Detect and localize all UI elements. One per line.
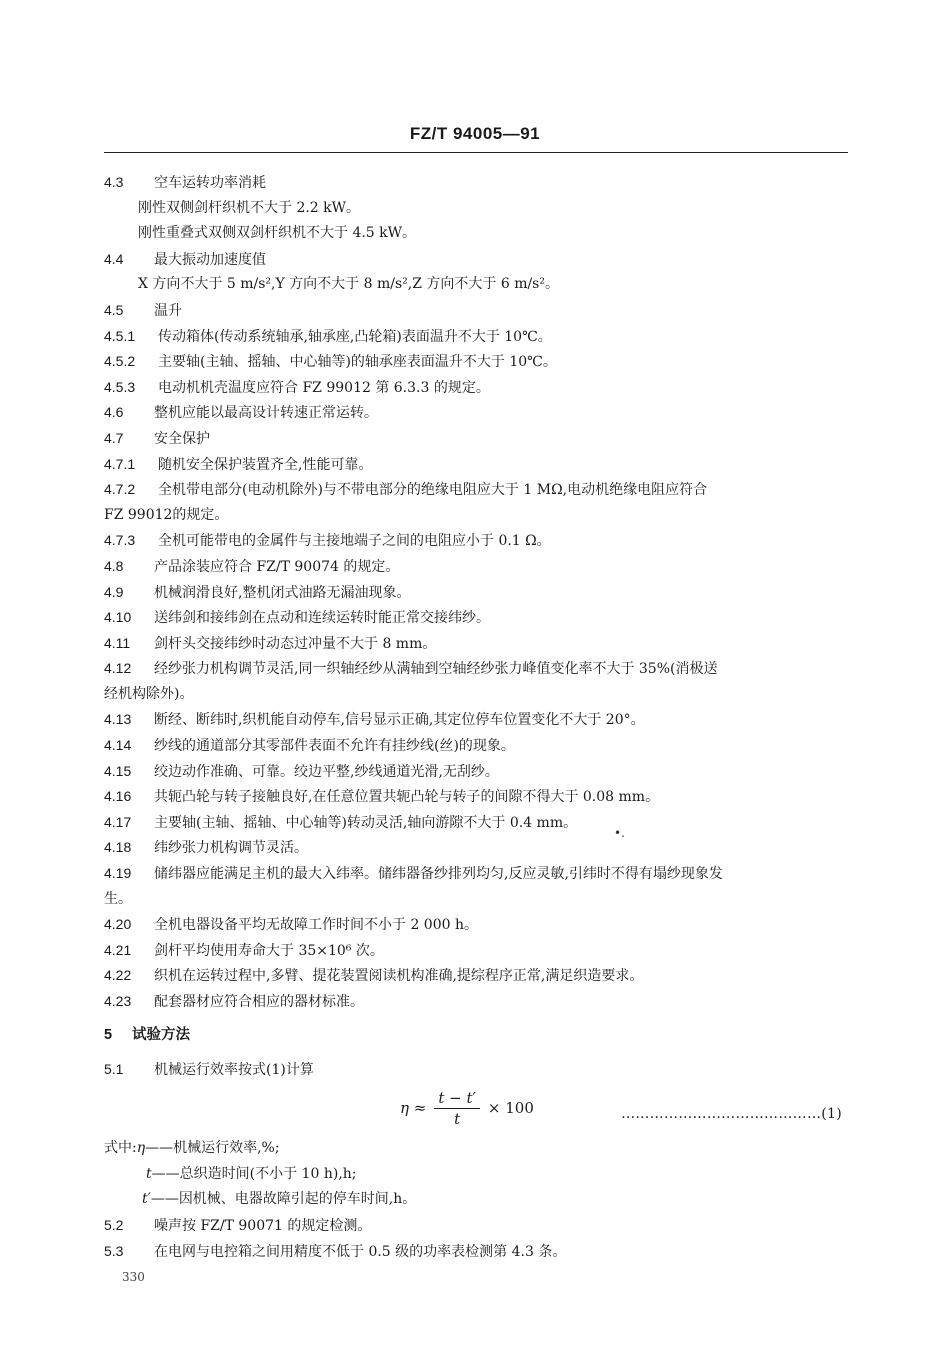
clause-number: 4.13 <box>104 711 132 728</box>
clause-number: 4.17 <box>104 813 132 830</box>
clause-line <box>104 963 848 989</box>
clause-line <box>104 912 848 938</box>
clause-line <box>104 631 848 657</box>
clause-line <box>104 400 848 426</box>
clause-number: 4.5.2 <box>104 353 136 370</box>
clause-line <box>104 554 848 580</box>
clause-number: 4.3 <box>104 174 124 190</box>
clause-text: FZ 99012的规定。 <box>104 506 229 523</box>
legend-prefix: 式中: <box>104 1140 137 1157</box>
clause-line <box>104 656 848 682</box>
clause-text: 安全保护 <box>154 430 210 447</box>
clause-text: 在电网与电控箱之间用精度不低于 0.5 级的功率表检测第 4.3 条。 <box>154 1243 567 1260</box>
clause-line <box>104 221 848 247</box>
clause-text: 纬纱张力机构调节灵活。 <box>154 840 308 857</box>
clause-line <box>104 580 848 606</box>
clause-text: 织机在运转过程中,多臂、提花装置阅读机构准确,提综程序正常,满足织造要求。 <box>154 968 644 985</box>
formula-lhs: η ≈ <box>400 1098 427 1117</box>
legend-desc: ——总织造时间(不小于 10 h),h; <box>151 1165 357 1182</box>
clause-number: 4.18 <box>104 839 132 856</box>
clause-number: 4.20 <box>104 916 132 933</box>
clause-number: 4.14 <box>104 737 132 754</box>
clause-number: 4.7.3 <box>104 532 136 549</box>
section-title: 试验方法 <box>132 1026 190 1043</box>
page-number: 330 <box>122 1270 145 1284</box>
clause-line <box>104 272 848 298</box>
clause-line <box>104 759 848 785</box>
equation-number: ……………………………………(1) <box>621 1106 842 1123</box>
clause-number: 4.5.1 <box>104 327 136 344</box>
formula-row <box>104 1082 848 1136</box>
clause-number: 4.9 <box>104 583 124 600</box>
document-body <box>104 170 848 1264</box>
legend-desc: ——因机械、电器故障引起的停车时间,h。 <box>150 1191 417 1208</box>
clause-number: 4.23 <box>104 993 132 1009</box>
clause-number: 4.11 <box>104 634 131 651</box>
clause-text: 刚性重叠式双侧双剑杆织机不大于 4.5 kW。 <box>138 225 417 242</box>
clause-text: 主要轴(主轴、摇轴、中心轴等)的轴承座表面温升不大于 10℃。 <box>158 354 557 371</box>
standard-code-header: FZ/T 94005—91 <box>409 124 541 143</box>
clause-text: 机械润滑良好,整机闭式油路无漏油现象。 <box>154 584 411 601</box>
clause-number: 4.12 <box>104 660 132 677</box>
clause-text: 噪声按 FZ/T 90071 的规定检测。 <box>154 1217 372 1234</box>
clause-text: 全机电器设备平均无故障工作时间不小于 2 000 h。 <box>154 917 478 934</box>
formula-legend <box>104 1136 848 1213</box>
section-number: 5 <box>104 1026 113 1043</box>
clause-text: 刚性双侧剑杆织机不大于 2.2 kW。 <box>138 199 361 216</box>
clause-line <box>104 247 848 273</box>
clause-line <box>104 196 848 222</box>
clause-line <box>104 1239 848 1265</box>
clause-line <box>104 324 848 350</box>
formula-rhs: × 100 <box>487 1098 534 1117</box>
clause-text: 主要轴(主轴、摇轴、中心轴等)转动灵活,轴向游隙不大于 0.4 mm。 <box>154 814 578 831</box>
clause-text: 纱线的通道部分其零部件表面不允许有挂纱线(丝)的现象。 <box>154 738 515 755</box>
clause-line <box>104 298 848 324</box>
clause-number: 4.5 <box>104 301 124 318</box>
clause-text: 配套器材应符合相应的器材标准。 <box>154 994 364 1010</box>
clause-text: 经纱张力机构调节灵活,同一织轴经纱从满轴到空轴经纱张力峰值变化率不大于 35%(消极送 <box>154 661 718 678</box>
clause-text: 经机构除外)。 <box>104 685 194 702</box>
clause-text: 空车运转功率消耗 <box>154 175 266 191</box>
clause-text: 电动机机壳温度应符合 FZ 99012 第 6.3.3 的规定。 <box>158 379 490 396</box>
clause-line <box>104 707 848 733</box>
clause-line <box>104 989 848 1015</box>
clause-text: 共轭凸轮与转子接触良好,在任意位置共轭凸轮与转子的间隙不得大于 0.08 mm。 <box>154 789 660 806</box>
clause-number: 5.2 <box>104 1216 124 1233</box>
clause-number: 5.3 <box>104 1242 124 1259</box>
clause-text: 全机可能带电的金属件与主接地端子之间的电阻应小于 0.1 Ω。 <box>158 533 551 550</box>
scan-artifact: •. <box>614 826 625 840</box>
clause-5-1 <box>104 1057 848 1083</box>
formula-fraction <box>434 1090 480 1127</box>
clause-line <box>104 375 848 401</box>
clause-line <box>104 810 848 836</box>
section-5-heading <box>104 1023 848 1049</box>
legend-line <box>104 1136 848 1162</box>
clause-line <box>104 733 848 759</box>
formula-numerator: t − t′ <box>434 1090 480 1109</box>
clause-number: 4.10 <box>104 609 132 626</box>
clause-number: 4.6 <box>104 404 124 421</box>
clause-number: 4.7.1 <box>104 455 136 472</box>
clause-number: 4.22 <box>104 967 132 984</box>
efficiency-formula <box>400 1090 534 1127</box>
clause-text: 最大振动加速度值 <box>154 251 266 268</box>
clause-line <box>104 170 848 196</box>
clause-line <box>104 426 848 452</box>
legend-desc: ——机械运行效率,%; <box>145 1140 280 1157</box>
clause-line <box>104 349 848 375</box>
formula-denominator: t <box>454 1110 461 1129</box>
legend-symbol: t <box>146 1165 152 1182</box>
clause-line <box>104 452 848 478</box>
section-4-items <box>104 170 848 1015</box>
clause-line <box>104 503 848 529</box>
header-rule <box>104 152 848 153</box>
clause-number: 4.7 <box>104 429 124 446</box>
legend-line <box>104 1162 848 1188</box>
clause-number: 4.8 <box>104 557 124 574</box>
clause-line <box>104 938 848 964</box>
clause-line <box>104 605 848 631</box>
clause-text: 剑杆平均使用寿命大于 35×10⁶ 次。 <box>154 942 384 959</box>
clause-number: 5.1 <box>104 1060 124 1077</box>
clause-line <box>104 1213 848 1239</box>
clause-line <box>104 528 848 554</box>
clause-text: 传动箱体(传动系统轴承,轴承座,凸轮箱)表面温升不大于 10℃。 <box>158 328 552 345</box>
clause-line <box>104 784 848 810</box>
clause-text: 温升 <box>154 302 182 319</box>
clause-text: 生。 <box>104 890 132 907</box>
clause-text: 送纬剑和接纬剑在点动和连续运转时能正常交接纬纱。 <box>154 610 490 627</box>
clause-text: X 方向不大于 5 m/s²,Y 方向不大于 8 m/s²,Z 方向不大于 6 m/s²。 <box>138 276 559 293</box>
legend-symbol: η <box>136 1140 146 1157</box>
legend-line <box>104 1187 848 1213</box>
clause-text: 储纬器应能满足主机的最大入纬率。储纬器备纱排列均匀,反应灵敏,引纬时不得有塌纱现象发 <box>154 866 723 883</box>
clause-text: 断经、断纬时,织机能自动停车,信号显示正确,其定位停车位置变化不大于 20°。 <box>154 712 645 729</box>
clause-line <box>104 682 848 708</box>
clause-number: 4.5.3 <box>104 378 136 395</box>
legend-symbol: t′ <box>142 1191 151 1208</box>
clause-line <box>104 887 848 913</box>
clause-number: 4.19 <box>104 865 132 882</box>
clause-text: 机械运行效率按式(1)计算 <box>154 1061 314 1078</box>
clause-number: 4.21 <box>104 941 132 958</box>
clause-line <box>104 835 848 861</box>
clause-text: 产品涂装应符合 FZ/T 90074 的规定。 <box>154 558 400 575</box>
clause-text: 绞边动作准确、可靠。绞边平整,纱线通道光滑,无刮纱。 <box>154 763 499 780</box>
clause-number: 4.7.2 <box>104 481 136 498</box>
section-5-items <box>104 1213 848 1264</box>
clause-number: 4.16 <box>104 788 132 805</box>
clause-text: 整机应能以最高设计转速正常运转。 <box>154 405 378 422</box>
clause-text: 随机安全保护装置齐全,性能可靠。 <box>158 456 373 473</box>
clause-number: 4.4 <box>104 250 124 267</box>
clause-number: 4.15 <box>104 762 132 779</box>
clause-text: 全机带电部分(电动机除外)与不带电部分的绝缘电阻应大于 1 MΩ,电动机绝缘电阻应符合 <box>158 482 708 499</box>
clause-line <box>104 477 848 503</box>
clause-line <box>104 861 848 887</box>
clause-text: 剑杆头交接纬纱时动态过冲量不大于 8 mm。 <box>154 635 437 652</box>
